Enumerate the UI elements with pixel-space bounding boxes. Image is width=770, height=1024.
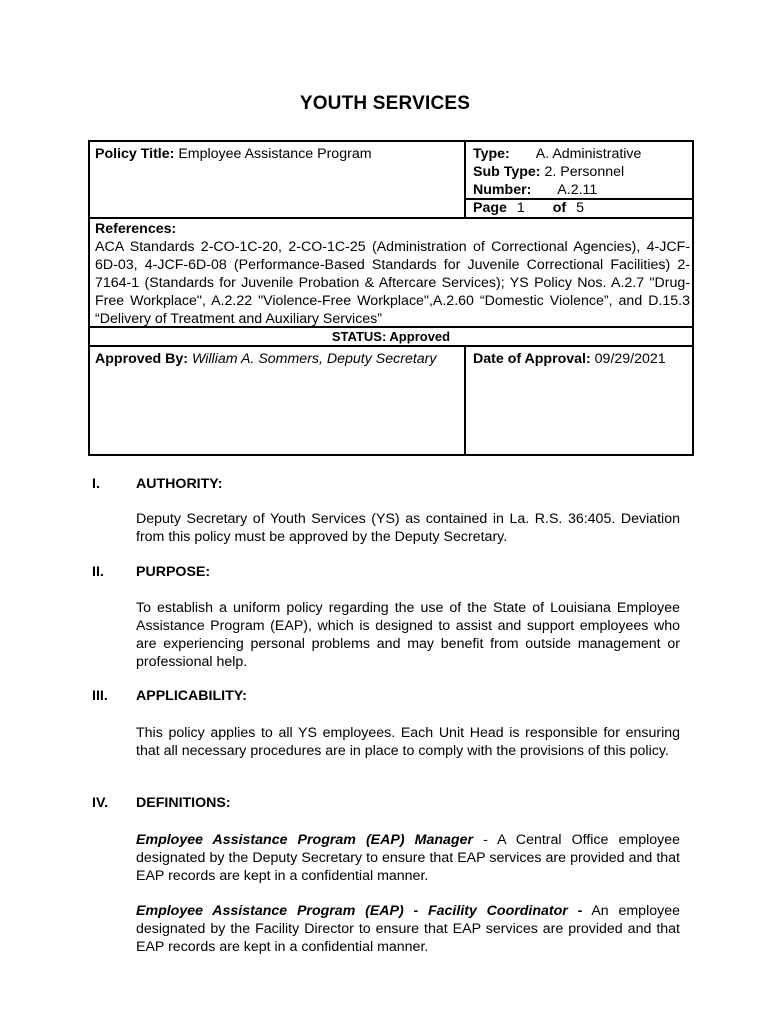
definition-separator: -	[473, 832, 498, 848]
document-title: YOUTH SERVICES	[299, 93, 471, 114]
references-label: References:	[95, 221, 177, 237]
header-divider-1	[88, 217, 694, 219]
header-divider-top	[464, 140, 466, 218]
references-cell	[95, 220, 690, 328]
definition-term: Employee Assistance Program (EAP) Manager	[136, 832, 473, 848]
policy-meta-cell	[473, 145, 691, 217]
number-label: Number:	[473, 182, 532, 198]
approval-date-cell	[473, 350, 691, 368]
section-1-heading: AUTHORITY:	[136, 476, 223, 492]
definition-text: A Central Office employee designated by the Deputy Secretary to ensure that EAP services are provided and that EAP records are kept in a confidential manner.	[136, 832, 681, 884]
type-label: Type:	[473, 146, 510, 162]
section-3-heading: APPLICABILITY:	[136, 688, 247, 704]
section-4-heading: DEFINITIONS:	[136, 795, 231, 811]
approved-by-cell	[95, 350, 465, 368]
section-4-numeral: IV.	[92, 795, 109, 811]
subtype-value: 2. Personnel	[544, 164, 625, 180]
section-3-numeral: III.	[92, 688, 108, 704]
number-value: A.2.11	[557, 182, 598, 198]
policy-title-value: Employee Assistance Program	[178, 146, 372, 162]
page-label: Page	[473, 200, 507, 216]
definition-eap-manager	[136, 831, 680, 885]
section-1-text: Deputy Secretary of Youth Services (YS) as contained in La. R.S. 36:405. Deviation from this policy must be approved by the Deputy Secretary.	[136, 511, 680, 545]
subtype-label: Sub Type:	[473, 164, 541, 180]
definition-text: An employee designated by the Facility Director to ensure that EAP services are provided and that EAP records are kept in a confidential manner.	[136, 903, 680, 955]
references-text: ACA Standards 2-CO-1C-20, 2-CO-1C-25 (Administration of Correctional Agencies), 4-JCF-6D-03, 4-JCF-6D-08 (Performance-Based Standards for Juvenile Correctional Facilities) 2-7164-1 (Standards for Juvenile Probation & Aftercare Services); YS Policy Nos. A.2.7 "Drug-Free Workplace", A.2.22 "Violence-Free Workplace",A.2.60 “Domestic Violence”, and D.15.3 “Delivery of Treatment and Auxiliary Services”	[95, 239, 690, 327]
section-2-heading: PURPOSE:	[136, 564, 211, 580]
section-1-numeral: I.	[92, 476, 100, 492]
section-2-numeral: II.	[92, 564, 104, 580]
page-of-label: of	[552, 200, 567, 216]
approval-date-value: 09/29/2021	[594, 351, 666, 367]
page-row-divider	[464, 198, 694, 200]
page-current: 1	[516, 200, 525, 216]
section-3-text: This policy applies to all YS employees. Each Unit Head is responsible for ensuring that all necessary procedures are in place to comply with the provisions of this policy.	[136, 725, 680, 759]
definition-term: Employee Assistance Program (EAP) - Facility Coordinator -	[136, 903, 583, 919]
definition-separator	[582, 903, 591, 919]
definition-eap-facility-coordinator	[136, 902, 680, 956]
approval-date-label: Date of Approval:	[473, 351, 591, 367]
type-value: A. Administrative	[535, 146, 642, 162]
approved-by-value: William A. Sommers, Deputy Secretary	[191, 351, 437, 367]
header-divider-3	[88, 345, 694, 347]
page-total: 5	[576, 200, 584, 216]
section-2-text: To establish a uniform policy regarding the use of the State of Louisiana Employee Assistance Program (EAP), which is designed to assist and support employees who are experiencing personal problems and may benefit from outside management or professional help.	[136, 600, 680, 670]
policy-title-label: Policy Title:	[95, 146, 175, 162]
approved-by-label: Approved By:	[95, 351, 189, 367]
policy-title-cell	[95, 145, 460, 163]
status-label: STATUS: Approved	[331, 329, 451, 344]
